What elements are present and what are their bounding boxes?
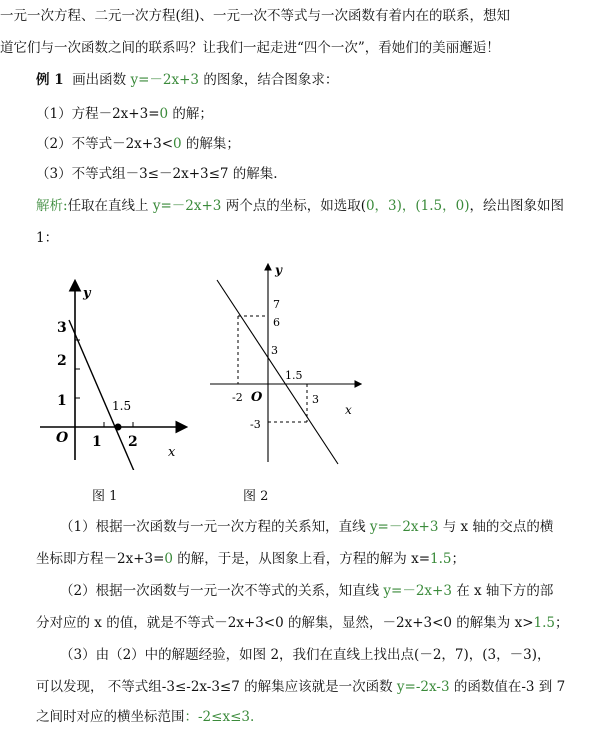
analysis-label: 解析:	[36, 198, 68, 214]
analysis-line-1: 解析:任取在直线上 y=－2x+3 两个点的坐标，如选取(0，3)，(1.5，0)，绘出图象如图	[36, 198, 565, 214]
para1-line-2: 坐标即方程－2x+3=0 的解，于是，从图象上看，方程的解为 x=1.5；	[36, 551, 466, 567]
figure-1	[30, 270, 200, 470]
figure-2-caption: 图 2	[243, 489, 269, 504]
figure-2	[205, 262, 370, 477]
svg-text:3: 3	[312, 393, 319, 406]
fig2-point-label: 1.5	[285, 369, 303, 382]
example-prompt-a: 画出函数	[72, 72, 131, 88]
intro-line-2: 道它们与一次函数之间的联系吗？让我们一起走进“四个一次”，看她们的美丽邂逅！	[0, 40, 500, 56]
example-function: y=－2x+3	[130, 72, 200, 88]
fig1-x-label: x	[168, 445, 176, 460]
question-3: （3）不等式组－3≤－2x+3≤7 的解集.	[36, 166, 278, 182]
svg-text:3: 3	[271, 344, 278, 357]
svg-text:-3: -3	[250, 418, 261, 431]
fig1-point-label: 1.5	[112, 399, 132, 413]
question-1: （1）方程－2x+3=0 的解；	[36, 106, 213, 122]
example-prompt	[36, 70, 600, 90]
para3-line-2: 可以发现， 不等式组-3≤-2x-3≤7 的解集应该就是一次函数 y=-2x-3 的函数值在-3 到 7	[36, 679, 566, 695]
svg-text:1: 1	[57, 393, 67, 409]
example-prompt-b: 的图象，结合图象求：	[199, 72, 339, 88]
fig1-y-label: y	[83, 286, 91, 301]
svg-text:2: 2	[128, 434, 138, 450]
svg-text:6: 6	[273, 316, 280, 329]
para2-line-2: 分对应的 x 的值，就是不等式－2x+3<0 的解集，显然，－2x+3<0 的解集为 x>1.5；	[36, 615, 569, 631]
para3-line-1: （3）由（2）中的解题经验，如图 2，我们在直线上找出点(－2，7)，(3，－3)，	[60, 647, 551, 663]
svg-text:1: 1	[92, 434, 102, 450]
svg-text:2: 2	[57, 353, 67, 369]
para1-line-1: （1）根据一次函数与一元一次方程的关系知，直线 y=－2x+3 与 x 轴的交点的横	[60, 519, 554, 535]
svg-text:3: 3	[57, 320, 67, 336]
para2-line-1: （2）根据一次函数与一元一次不等式的关系，知直线 y=－2x+3 在 x 轴下方的部	[60, 583, 554, 599]
fig1-origin: O	[56, 430, 69, 446]
fig2-x-label: x	[345, 403, 352, 417]
para3-line-3: 之间时对应的横坐标范围：-2≤x≤3.	[36, 709, 255, 725]
fig2-origin: O	[251, 390, 263, 405]
question-2: （2）不等式－2x+3<0 的解集；	[36, 136, 240, 152]
intro-line-1: 一元一次方程、二元一次方程(组)、一元一次不等式与一次函数有着内在的联系，想知	[0, 8, 511, 24]
fig2-y-label: y	[275, 263, 282, 277]
fig1-intersection-point	[115, 424, 122, 431]
example-label: 例 1	[36, 72, 64, 88]
svg-text:-2: -2	[232, 391, 243, 404]
analysis-line-2: 1：	[36, 230, 59, 246]
svg-text:7: 7	[273, 298, 280, 311]
figure-1-caption: 图 1	[92, 489, 118, 504]
